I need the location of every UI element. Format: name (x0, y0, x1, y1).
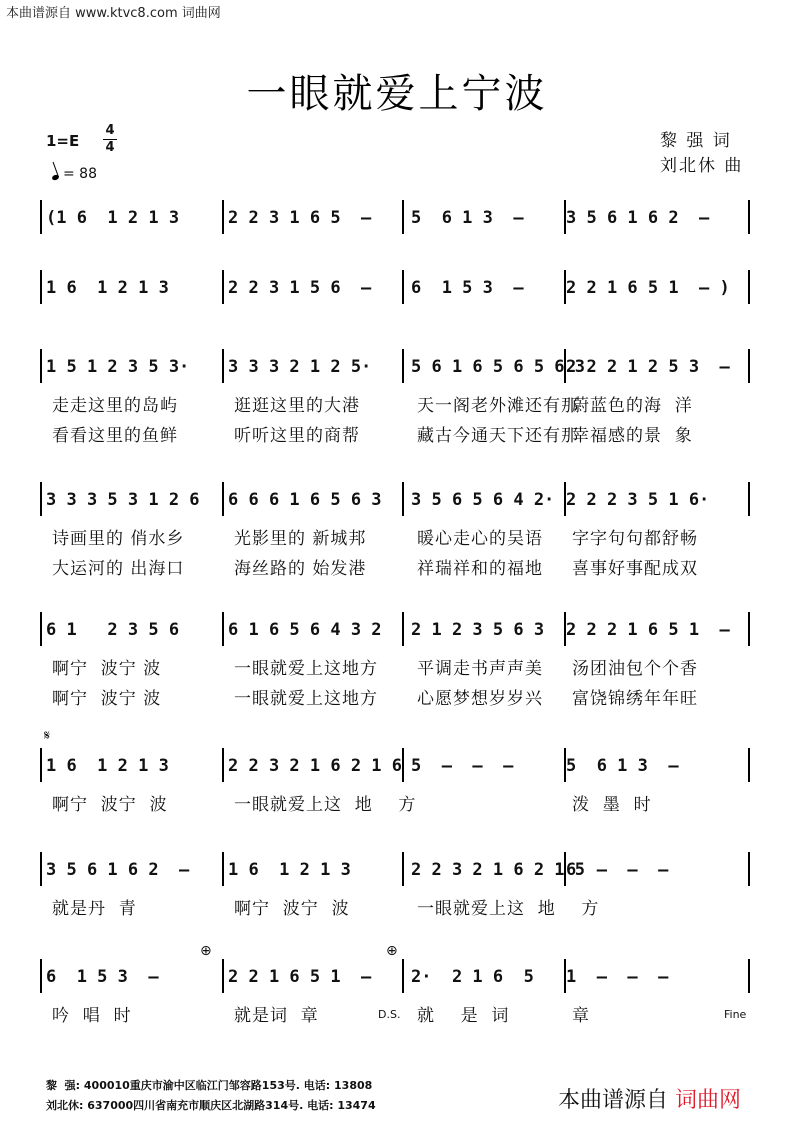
bar-line (402, 349, 404, 383)
lyric-line (44, 1001, 764, 1025)
bar-line (40, 959, 42, 993)
measure-lyrics: 诗画里的 俏水乡 (52, 529, 185, 549)
quarter-note-icon (51, 174, 59, 181)
measure-lyrics: 祥瑞祥和的福地 (417, 559, 543, 579)
fine-mark: Fine (724, 1008, 747, 1021)
footer-contact-composer: 刘北休: 637000四川省南充市顺庆区北湖路314号. 电话: 13474 (46, 1099, 376, 1112)
composer-credit: 刘北休 曲 (660, 156, 744, 176)
measure-lyrics: 汤团油包个个香 (572, 659, 698, 679)
measure-lyrics: 吟 唱 时 (52, 1006, 132, 1026)
measure-lyrics: 一眼就爱上这 地 方 (234, 795, 417, 815)
notes-row (36, 278, 756, 308)
lyric-line (44, 654, 764, 678)
measure-lyrics: 幸福感的景 象 (572, 426, 693, 446)
notes-row (36, 860, 756, 890)
coda-sign-1: ⊕ (200, 943, 212, 959)
watermark-brand: 词曲网 (675, 1088, 742, 1113)
notes-row (36, 620, 756, 650)
bar-line (402, 852, 404, 886)
bar-line (748, 482, 750, 516)
measure-notes: 5 6 1 3 – (411, 208, 524, 228)
meter-top: 4 (105, 123, 115, 138)
lyric-line (44, 524, 764, 548)
measure-lyrics: 藏古今通天下还有那 (417, 426, 579, 446)
measure-lyrics: 一眼就爱上这地方 (234, 659, 378, 679)
bar-line (222, 200, 224, 234)
bar-line (40, 200, 42, 234)
bar-line (748, 200, 750, 234)
bar-line (402, 748, 404, 782)
measure-notes: 5 6 1 6 5 6 5 6 3 (411, 357, 585, 377)
measure-notes: 1 6 1 2 1 3 (228, 860, 351, 880)
bar-line (222, 482, 224, 516)
measure-notes: 3 5 6 5 6 4 2· (411, 490, 555, 510)
measure-lyrics: 啊宁 波宁 波 (52, 659, 162, 679)
measure-lyrics: 字字句句都舒畅 (572, 529, 698, 549)
bar-line (402, 612, 404, 646)
measure-notes: 3 5 6 1 6 2 – (566, 208, 710, 228)
watermark-text: 本曲谱源自 (558, 1088, 669, 1113)
measure-lyrics: 大运河的 出海口 (52, 559, 185, 579)
measure-lyrics: 一眼就爱上这 地 方 (417, 899, 600, 919)
measure-lyrics: 啊宁 波宁 波 (52, 795, 168, 815)
lyric-line (44, 790, 764, 814)
footer-contact-lyricist: 黎 强: 400010重庆市渝中区临江门邹容路153号. 电话: 13808 (46, 1079, 373, 1092)
coda-sign-2: ⊕ (386, 943, 398, 959)
lyric-line (44, 391, 764, 415)
measure-notes: 2 1 2 3 5 6 3 (411, 620, 545, 640)
measure-notes: 2 2 1 6 5 1 – (228, 967, 372, 987)
lyric-line (44, 421, 764, 445)
lyric-line (44, 894, 764, 918)
measure-notes: 2 2 3 2 1 6 2 1 6 (228, 756, 402, 776)
measure-notes: 6 1 2 3 5 6 (46, 620, 180, 640)
measure-notes: 6 6 6 1 6 5 6 3 (228, 490, 382, 510)
bar-line (748, 852, 750, 886)
bar-line (402, 270, 404, 304)
measure-lyrics: 海丝路的 始发港 (234, 559, 367, 579)
measure-lyrics: 天一阁老外滩还有那 (417, 396, 579, 416)
lyric-line (44, 554, 764, 578)
measure-notes: 6 – – – (566, 860, 669, 880)
notes-row (36, 208, 756, 238)
measure-notes: 2 2 1 6 5 1 – ) (566, 278, 730, 298)
tempo-marking (52, 166, 97, 182)
time-signature (103, 124, 117, 155)
measure-notes: 1 6 1 2 1 3 (46, 278, 169, 298)
measure-lyrics: 就 是 词 (417, 1006, 510, 1026)
measure-notes: 3 5 6 1 6 2 – (46, 860, 190, 880)
measure-notes: 6 1 6 5 6 4 3 2 (228, 620, 382, 640)
notes-row (36, 490, 756, 520)
measure-lyrics: 平调走书声声美 (417, 659, 543, 679)
measure-lyrics: 泼 墨 时 (572, 795, 652, 815)
lyricist-credit: 黎 强 词 (660, 131, 732, 151)
measure-notes: 1 – – – (566, 967, 669, 987)
measure-lyrics: 看看这里的鱼鲜 (52, 426, 178, 446)
bar-line (402, 200, 404, 234)
bar-line (748, 270, 750, 304)
measure-notes: 1 6 1 2 1 3 (46, 756, 169, 776)
measure-notes: 2 2 3 1 5 6 – (228, 278, 372, 298)
measure-notes: (1 6 1 2 1 3 (46, 208, 180, 228)
bar-line (222, 852, 224, 886)
measure-notes: 3 3 3 2 1 2 5· (228, 357, 372, 377)
measure-lyrics: 啊宁 波宁 波 (52, 689, 162, 709)
measure-lyrics: 听听这里的商帮 (234, 426, 360, 446)
measure-notes: 3 3 3 5 3 1 2 6 (46, 490, 200, 510)
measure-lyrics: 一眼就爱上这地方 (234, 689, 378, 709)
bar-line (40, 482, 42, 516)
measure-lyrics: 富饶锦绣年年旺 (572, 689, 698, 709)
measure-notes: 5 6 1 3 – (566, 756, 679, 776)
measure-lyrics: 暖心走心的吴语 (417, 529, 543, 549)
bar-line (40, 270, 42, 304)
bar-line (222, 748, 224, 782)
measure-lyrics: 就是词 章 (234, 1006, 319, 1026)
bar-line (748, 748, 750, 782)
bar-line (222, 612, 224, 646)
notes-row (36, 357, 756, 387)
segno-sign: 𝄋 (44, 728, 51, 744)
measure-lyrics: 啊宁 波宁 波 (234, 899, 350, 919)
bar-line (222, 270, 224, 304)
measure-lyrics: 心愿梦想岁岁兴 (417, 689, 543, 709)
measure-notes: 2 2 2 1 6 5 1 – (566, 620, 730, 640)
watermark (552, 1083, 747, 1114)
ds-mark: D.S. (378, 1008, 401, 1021)
bar-line (748, 959, 750, 993)
measure-notes: 1 5 1 2 3 5 3· (46, 357, 190, 377)
site-note: 本曲谱源自 www.ktvc8.com 词曲网 (6, 6, 221, 21)
measure-lyrics: 走走这里的岛屿 (52, 396, 178, 416)
bar-line (40, 852, 42, 886)
lyric-line (44, 684, 764, 708)
bar-line (222, 349, 224, 383)
measure-notes: 2· 2 1 6 5 (411, 967, 534, 987)
measure-notes: 2 2 2 1 2 5 3 – (566, 357, 730, 377)
bar-line (40, 612, 42, 646)
bar-line (402, 959, 404, 993)
bar-line (222, 959, 224, 993)
bar-line (748, 612, 750, 646)
measure-notes: 2 2 3 2 1 6 2 1 5 (411, 860, 585, 880)
bar-line (748, 349, 750, 383)
notes-row (36, 967, 756, 997)
measure-notes: 2 2 3 1 6 5 – (228, 208, 372, 228)
key-signature: 1=E (46, 132, 80, 150)
bar-line (40, 349, 42, 383)
measure-lyrics: 章 (572, 1006, 590, 1026)
measure-notes: 6 1 5 3 – (411, 278, 524, 298)
meter-bottom: 4 (105, 140, 115, 155)
measure-notes: 6 1 5 3 – (46, 967, 159, 987)
measure-lyrics: 喜事好事配成双 (572, 559, 698, 579)
measure-lyrics: 逛逛这里的大港 (234, 396, 360, 416)
measure-lyrics: 就是丹 青 (52, 899, 137, 919)
measure-notes: 2 2 2 3 5 1 6· (566, 490, 710, 510)
measure-notes: 5 – – – (411, 756, 514, 776)
song-title: 一眼就爱上宁波 (246, 71, 548, 117)
notes-row (36, 756, 756, 786)
tempo-value: = 88 (63, 166, 97, 182)
bar-line (40, 748, 42, 782)
measure-lyrics: 光影里的 新城邦 (234, 529, 367, 549)
measure-lyrics: 蔚蓝色的海 洋 (572, 396, 693, 416)
bar-line (402, 482, 404, 516)
